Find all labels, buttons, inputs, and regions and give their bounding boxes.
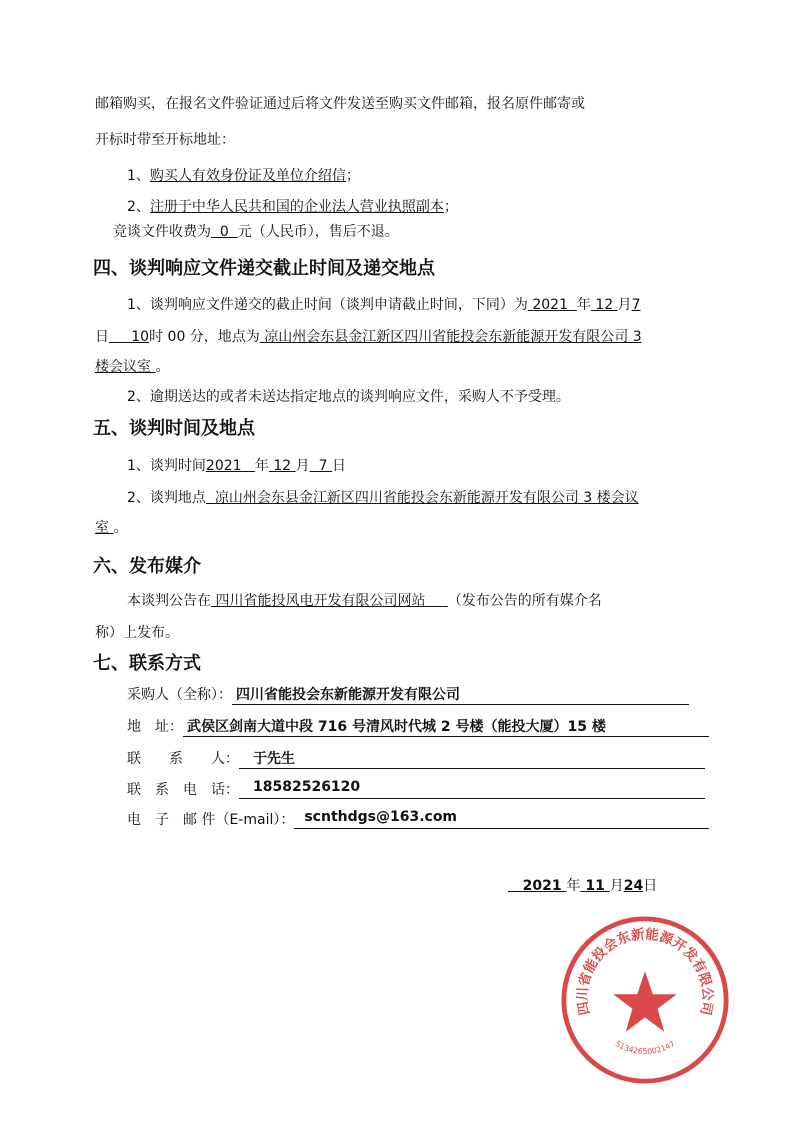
negotiation-time: 1、谈判时间2021 年 12 月 7 日 xyxy=(127,458,346,474)
company-seal xyxy=(560,915,730,1085)
intro-line-1: 邮箱购买，在报名文件验证通过后将文件发送至购买文件邮箱，报名原件邮寄或 xyxy=(95,96,585,112)
section-4-title: 四、谈判响应文件递交截止时间及递交地点 xyxy=(93,258,435,279)
requirement-1: 1、购买人有效身份证及单位介绍信； xyxy=(127,168,360,184)
deadline-place-cont: 楼会议室 。 xyxy=(95,359,170,375)
section-5-title: 五、谈判时间及地点 xyxy=(93,418,255,439)
deadline-place-line: 日 10时 00 分，地点为 凉山州会东县金江新区四川省能投会东新能源开发有限公司 3 xyxy=(95,329,642,345)
issue-date: 2021 年 11 月24日 xyxy=(522,878,658,894)
seal-name: 四川省能投会东新能源开发有限公司 xyxy=(574,926,716,1017)
media-line: 本谈判公告在 四川省能投风电开发有限公司网站 （发布公告的所有媒介名 xyxy=(127,593,602,609)
requirement-2: 2、注册于中华人民共和国的企业法人营业执照副本； xyxy=(127,199,458,215)
contact-purchaser: 采购人（全称）： 四川省能投会东新能源开发有限公司 xyxy=(127,684,689,705)
contact-person: 联 系 人： 于先生 xyxy=(127,748,705,769)
section-6-title: 六、发布媒介 xyxy=(93,556,201,577)
star-icon xyxy=(613,971,677,1032)
seal-number: 5134265002147 xyxy=(613,1039,677,1057)
contact-phone: 联 系 电 话： 18582526120 xyxy=(127,779,705,799)
negotiation-place-cont: 室 。 xyxy=(95,520,128,536)
media-line-2: 称）上发布。 xyxy=(95,625,179,641)
section-7-title: 七、联系方式 xyxy=(93,653,201,674)
contact-email: 电 子 邮 件（E-mail）： scnthdgs@163.com xyxy=(127,809,709,829)
fee-line: 竞谈文件收费为 0 元（人民币），售后不退。 xyxy=(113,224,399,240)
deadline-line: 1、谈判响应文件递交的截止时间（谈判申请截止时间，下同）为 2021 年 12 月7 xyxy=(127,297,641,313)
contact-address: 地 址： 武侯区剑南大道中段 716 号清风时代城 2 号楼（能投大厦）15 楼 xyxy=(127,716,709,737)
intro-line-2: 开标时带至开标地址： xyxy=(95,132,235,148)
negotiation-place: 2、谈判地点 凉山州会东县金江新区四川省能投会东新能源开发有限公司 3 楼会议 xyxy=(127,490,639,506)
late-submission-note: 2、逾期送达的或者未送达指定地点的谈判响应文件，采购人不予受理。 xyxy=(127,389,570,405)
